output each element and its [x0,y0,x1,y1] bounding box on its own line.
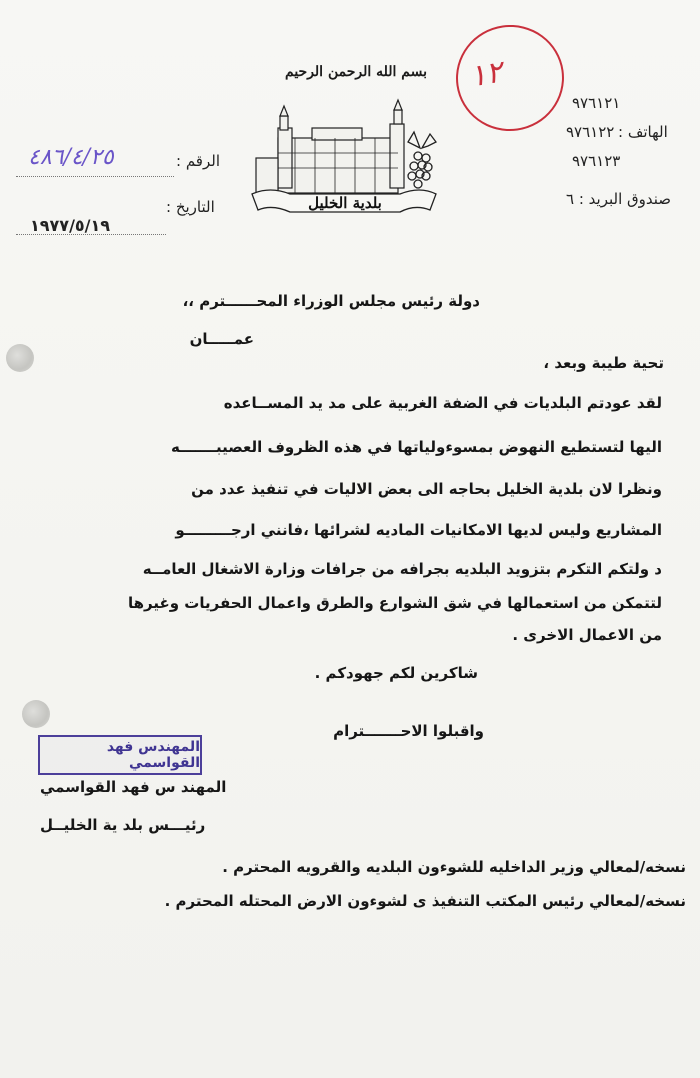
copy-line-2: نسخه/لمعالي رئيس المكتب التنفيذ ى لشوءون الارض المحتله المحترم . [164,892,686,910]
grapes-icon [408,132,436,188]
signatory-title: رئيـــس بلد ية الخليــل [40,816,206,834]
body-line-5: د ولتكم التكرم بتزويد البلديه بجرافه من جرافات وزارة الاشغال العامــه [142,560,662,578]
body-line-4: المشاريع وليس لديها الامكانيات الماديه لشرائها ،فانني ارجـــــــــو [175,521,662,539]
phone-number-1: ٩٧٦١٢١ [572,94,621,112]
engineer-name-stamp: المهندس فهد القواسمي [38,735,202,775]
copy-line-1: نسخه/لمعالي وزير الداخليه للشوءون البلديه والقرويه المحترم . [222,858,686,876]
register-number: ١٢ [467,54,506,95]
po-box: صندوق البريد : ٦ [566,190,672,208]
phone-number-2: ٩٧٦١٢٢ [566,123,615,141]
phone-number-3: ٩٧٦١٢٣ [572,152,621,170]
hebron-municipality-logo [250,98,440,223]
ref-number-handwritten: ٤٨٦/٤/٢٥ [28,145,114,170]
ref-label: الرقم : [176,152,220,170]
date-label: التاريخ : [166,198,215,216]
greeting-line: تحية طيبة وبعد ، [543,354,664,372]
punch-hole-bottom [22,700,50,728]
body-line-7: من الاعمال الاخرى . [512,626,662,644]
signatory-name: المهند س فهد القواسمي [40,778,227,796]
body-line-6: لتتمكن من استعمالها في شق الشوارع والطرق واعمال الحفريات وغيرها [128,594,662,612]
thanks-line: شاكرين لكم جهودكم . [314,664,478,682]
body-line-2: اليها لتستطيع النهوض بمسوءولياتها في هذه الظروف العصيبـــــــه [170,438,662,456]
mosque-building-icon [256,100,404,193]
logo-municipality-name: بلدية الخليل [308,194,382,212]
punch-hole-top [6,344,34,372]
recipient-line: دولة رئيس مجلس الوزراء المحــــــترم ،، [182,292,480,310]
body-line-1: لقد عودتم البلديات في الضفة الغربية على مد يد المســاعده [223,394,662,412]
phone-label: الهاتف : [618,123,668,141]
basmala: بسم الله الرحمن الرحيم [285,64,427,80]
closing-line: واقبلوا الاحـــــــترام [333,722,484,740]
date-value: ١٩٧٧/٥/١٩ [30,216,111,235]
ref-dotted-line [16,176,174,177]
body-line-3: ونظرا لان بلدية الخليل بحاجه الى بعض الاليات في تنفيذ عدد من [191,480,662,498]
city-line: عمـــــان [189,330,254,348]
